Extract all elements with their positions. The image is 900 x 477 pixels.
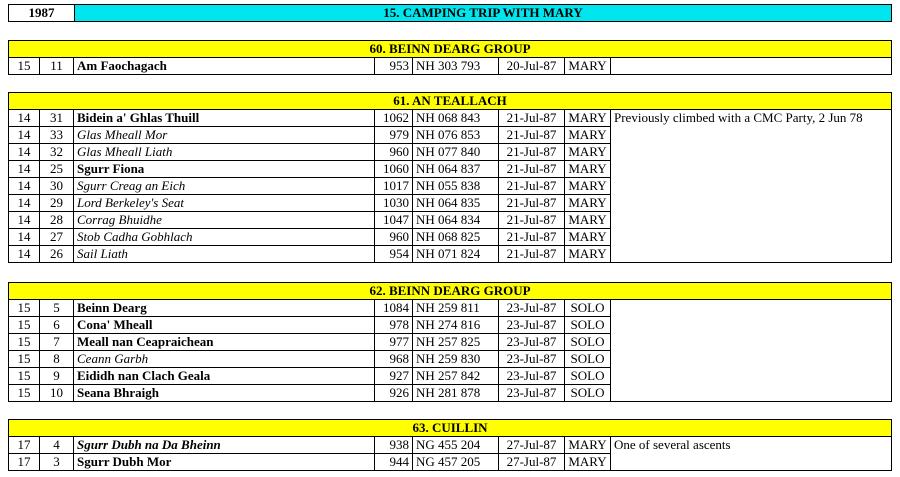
hill-name: Cona' Mheall <box>74 317 375 334</box>
remarks <box>611 300 892 402</box>
grid-reference: NH 281 878 <box>413 385 499 402</box>
section-number: 15 <box>9 351 40 368</box>
hill-name: Sgurr Dubh Mor <box>74 454 375 471</box>
hill-height: 1030 <box>375 195 413 212</box>
section-number: 14 <box>9 127 40 144</box>
trip-title: 15. CAMPING TRIP WITH MARY <box>75 5 892 22</box>
companion: SOLO <box>565 300 611 317</box>
hill-height: 1084 <box>375 300 413 317</box>
section-number: 14 <box>9 110 40 127</box>
climb-date: 23-Jul-87 <box>499 300 565 317</box>
companion: SOLO <box>565 334 611 351</box>
hill-name: Bidein a' Ghlas Thuill <box>74 110 375 127</box>
companion: MARY <box>565 178 611 195</box>
grid-reference: NH 077 840 <box>413 144 499 161</box>
hill-number: 11 <box>40 58 74 75</box>
hill-height: 944 <box>375 454 413 471</box>
hill-number: 33 <box>40 127 74 144</box>
hill-height: 968 <box>375 351 413 368</box>
remarks: One of several ascents <box>611 437 892 471</box>
hill-height: 926 <box>375 385 413 402</box>
trip-year: 1987 <box>9 5 75 22</box>
hill-height: 977 <box>375 334 413 351</box>
hill-height: 927 <box>375 368 413 385</box>
companion: SOLO <box>565 368 611 385</box>
hill-name: Sgurr Creag an Eich <box>74 178 375 195</box>
hill-number: 8 <box>40 351 74 368</box>
hill-number: 7 <box>40 334 74 351</box>
hill-name: Sail Liath <box>74 246 375 263</box>
table-row <box>9 58 892 75</box>
group-title: 61. AN TEALLACH <box>9 93 892 110</box>
hill-number: 9 <box>40 368 74 385</box>
grid-reference: NH 257 842 <box>413 368 499 385</box>
climb-date: 23-Jul-87 <box>499 317 565 334</box>
hill-number: 28 <box>40 212 74 229</box>
group-title: 63. CUILLIN <box>9 420 892 437</box>
group-title: 62. BEINN DEARG GROUP <box>9 283 892 300</box>
group-table <box>8 92 892 263</box>
grid-reference: NH 274 816 <box>413 317 499 334</box>
companion: SOLO <box>565 351 611 368</box>
climb-date: 27-Jul-87 <box>499 454 565 471</box>
hill-name: Corrag Bhuidhe <box>74 212 375 229</box>
companion: MARY <box>565 110 611 127</box>
hill-name: Glas Mheall Liath <box>74 144 375 161</box>
climb-date: 27-Jul-87 <box>499 437 565 454</box>
section-number: 15 <box>9 334 40 351</box>
group-header-row <box>9 93 892 110</box>
hill-name: Eididh nan Clach Geala <box>74 368 375 385</box>
hill-height: 954 <box>375 246 413 263</box>
companion: MARY <box>565 127 611 144</box>
climb-date: 21-Jul-87 <box>499 144 565 161</box>
grid-reference: NH 303 793 <box>413 58 499 75</box>
hill-height: 960 <box>375 229 413 246</box>
section-number: 14 <box>9 212 40 229</box>
hill-name: Lord Berkeley's Seat <box>74 195 375 212</box>
hill-name: Sgurr Dubh na Da Bheinn <box>74 437 375 454</box>
hill-name: Am Faochagach <box>74 58 375 75</box>
section-number: 15 <box>9 58 40 75</box>
grid-reference: NH 071 824 <box>413 246 499 263</box>
table-row <box>9 110 892 127</box>
section-number: 14 <box>9 246 40 263</box>
climb-date: 23-Jul-87 <box>499 385 565 402</box>
hill-number: 29 <box>40 195 74 212</box>
hill-name: Glas Mheall Mor <box>74 127 375 144</box>
grid-reference: NH 068 843 <box>413 110 499 127</box>
group-table <box>8 419 892 471</box>
grid-reference: NH 064 835 <box>413 195 499 212</box>
hill-name: Stob Cadha Gobhlach <box>74 229 375 246</box>
grid-reference: NG 455 204 <box>413 437 499 454</box>
companion: MARY <box>565 161 611 178</box>
section-number: 14 <box>9 144 40 161</box>
hill-height: 1047 <box>375 212 413 229</box>
grid-reference: NG 457 205 <box>413 454 499 471</box>
climb-date: 21-Jul-87 <box>499 212 565 229</box>
hill-number: 25 <box>40 161 74 178</box>
table-row <box>9 300 892 317</box>
climb-date: 21-Jul-87 <box>499 195 565 212</box>
climb-date: 21-Jul-87 <box>499 246 565 263</box>
hill-name: Beinn Dearg <box>74 300 375 317</box>
grid-reference: NH 259 811 <box>413 300 499 317</box>
climb-date: 23-Jul-87 <box>499 334 565 351</box>
remarks: Previously climbed with a CMC Party, 2 Jun 78 <box>611 110 892 263</box>
section-number: 17 <box>9 454 40 471</box>
companion: MARY <box>565 58 611 75</box>
group-header-row <box>9 41 892 58</box>
group-header-row <box>9 283 892 300</box>
group-table <box>8 40 892 75</box>
grid-reference: NH 259 830 <box>413 351 499 368</box>
grid-reference: NH 076 853 <box>413 127 499 144</box>
hill-number: 30 <box>40 178 74 195</box>
hill-number: 31 <box>40 110 74 127</box>
group-table <box>8 282 892 402</box>
section-number: 14 <box>9 229 40 246</box>
hill-number: 3 <box>40 454 74 471</box>
section-number: 15 <box>9 317 40 334</box>
section-number: 14 <box>9 178 40 195</box>
section-number: 15 <box>9 300 40 317</box>
hill-name: Seana Bhraigh <box>74 385 375 402</box>
hill-number: 6 <box>40 317 74 334</box>
companion: SOLO <box>565 385 611 402</box>
hill-height: 960 <box>375 144 413 161</box>
climb-date: 21-Jul-87 <box>499 127 565 144</box>
group-title: 60. BEINN DEARG GROUP <box>9 41 892 58</box>
companion: MARY <box>565 229 611 246</box>
grid-reference: NH 257 825 <box>413 334 499 351</box>
grid-reference: NH 068 825 <box>413 229 499 246</box>
companion: MARY <box>565 144 611 161</box>
table-row <box>9 437 892 454</box>
hill-height: 978 <box>375 317 413 334</box>
hill-number: 26 <box>40 246 74 263</box>
climb-date: 23-Jul-87 <box>499 351 565 368</box>
hill-number: 5 <box>40 300 74 317</box>
section-number: 14 <box>9 161 40 178</box>
companion: MARY <box>565 195 611 212</box>
hill-height: 938 <box>375 437 413 454</box>
hill-height: 1017 <box>375 178 413 195</box>
climb-date: 21-Jul-87 <box>499 110 565 127</box>
section-number: 15 <box>9 368 40 385</box>
hill-name: Meall nan Ceapraichean <box>74 334 375 351</box>
remarks <box>611 58 892 75</box>
grid-reference: NH 055 838 <box>413 178 499 195</box>
companion: SOLO <box>565 317 611 334</box>
climb-date: 21-Jul-87 <box>499 229 565 246</box>
hill-number: 10 <box>40 385 74 402</box>
hill-height: 1062 <box>375 110 413 127</box>
climb-date: 21-Jul-87 <box>499 178 565 195</box>
companion: MARY <box>565 246 611 263</box>
grid-reference: NH 064 837 <box>413 161 499 178</box>
hill-name: Ceann Garbh <box>74 351 375 368</box>
climb-date: 21-Jul-87 <box>499 161 565 178</box>
trip-header <box>8 4 892 22</box>
hill-number: 27 <box>40 229 74 246</box>
hill-number: 4 <box>40 437 74 454</box>
section-number: 17 <box>9 437 40 454</box>
grid-reference: NH 064 834 <box>413 212 499 229</box>
hill-height: 953 <box>375 58 413 75</box>
hill-number: 32 <box>40 144 74 161</box>
companion: MARY <box>565 212 611 229</box>
section-number: 15 <box>9 385 40 402</box>
hill-name: Sgurr Fiona <box>74 161 375 178</box>
hill-height: 979 <box>375 127 413 144</box>
climb-date: 23-Jul-87 <box>499 368 565 385</box>
section-number: 14 <box>9 195 40 212</box>
climb-date: 20-Jul-87 <box>499 58 565 75</box>
companion: MARY <box>565 454 611 471</box>
companion: MARY <box>565 437 611 454</box>
hill-height: 1060 <box>375 161 413 178</box>
group-header-row <box>9 420 892 437</box>
